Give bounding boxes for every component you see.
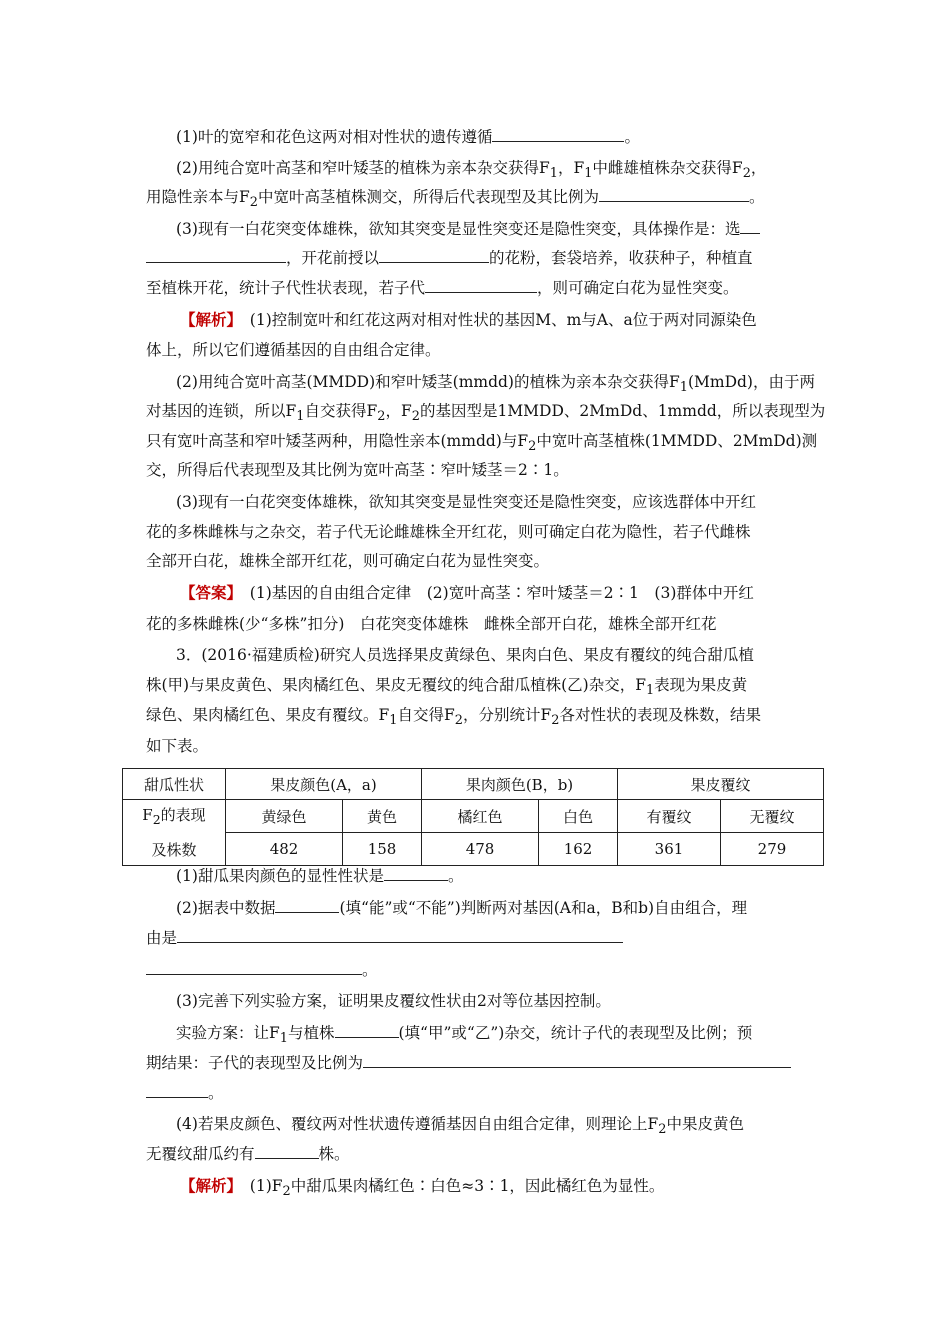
answer-blank — [335, 1023, 399, 1038]
sub-question-3-line-4: 。 — [146, 1083, 224, 1103]
answer-blank — [146, 248, 286, 263]
table-cell: 橘红色 — [422, 800, 539, 833]
analysis-label: 【解析】 — [180, 1176, 235, 1195]
answer-blank — [363, 1053, 791, 1068]
sub-question-2-line-2: 由是 — [146, 928, 623, 948]
analysis-final-line: 【解析】 $(1)F_2$中甜瓜果肉橘红色∶白色≈3∶1，因此橘红色为显性。 — [180, 1176, 665, 1200]
table-cell: 478 — [422, 833, 539, 866]
table-row — [123, 833, 824, 866]
question-2-part-3-line-1: (3)现有一白花突变体雄株，欲知其突变是显性突变还是隐性突变，具体操作是：选 — [176, 219, 760, 239]
sub-question-2-line-1: (2)据表中数据 (填“能”或“不能”)判断两对基因(A和a，B和b)自由组合，理 — [176, 899, 748, 917]
question-3-line-3: 绿色、果肉橘红色、果皮有覆纹。$F_1$自交得$F_2$，分别统计$F_2$各对性状的表现及株数，结果 — [146, 706, 761, 729]
analysis-line-2: 体上，所以它们遵循基因的自由组合定律。 — [146, 341, 441, 359]
analysis-3-line-3: 全部开白花，雄株全部开红花，则可确定白花为显性突变。 — [146, 552, 550, 570]
question-2-part-1: (1)叶的宽窄和花色这两对相对性状的遗传遵循 。 — [176, 128, 640, 146]
sub-question-3-line-1: (3)完善下列实验方案，证明果皮覆纹性状由2对等位基因控制。 — [176, 992, 611, 1010]
table-cell: 白色 — [539, 800, 618, 833]
answer-blank — [492, 127, 624, 142]
analysis-3-line-1: (3)现有一白花突变体雄株，欲知其突变是显性突变还是隐性突变，应该选群体中开红 — [176, 493, 756, 511]
analysis-2-line-3: 只有宽叶高茎和窄叶矮茎两种，用隐性亲本(mmdd)与$F_2$中宽叶高茎植株(1MMDD、2MmDd)测 — [146, 432, 818, 455]
table-cell: 黄绿色 — [226, 800, 343, 833]
answer-label: 【答案】 — [180, 583, 235, 602]
answer-blank — [177, 928, 623, 943]
analysis-2-line-4: 交，所得后代表现型及其比例为宽叶高茎∶窄叶矮茎＝2∶1。 — [146, 461, 569, 479]
table-cell: 482 — [226, 833, 343, 866]
answer-blank — [379, 248, 489, 263]
analysis-2-line-1: (2)用纯合宽叶高茎(MMDD)和窄叶矮茎(mmdd)的植株为亲本杂交获得$F_1(MmDd)$，由于两 — [176, 373, 815, 396]
table-cell: 162 — [539, 833, 618, 866]
table-cell: 361 — [618, 833, 721, 866]
question-2-part-3-line-3: 至植株开花，统计子代性状表现，若子代 ，则可确定白花为显性突变。 — [146, 279, 739, 297]
table-cell: 无覆纹 — [721, 800, 824, 833]
answer-line-1: 【答案】 (1)基因的自由组合定律 (2)宽叶高茎∶窄叶矮茎＝2∶1 (3)群体中开红 — [180, 583, 754, 602]
answer-blank — [275, 898, 339, 913]
table-row-label: $F_2$的表现 及株数 — [123, 800, 226, 866]
sub-question-4-line-1: (4)若果皮颜色、覆纹两对性状遗传遵循基因自由组合定律，则理论上$F_2$中果皮黄色 — [176, 1115, 744, 1138]
table-cell: 158 — [343, 833, 422, 866]
question-2-part-2-line-2: 用隐性亲本与$F_2$中宽叶高茎植株测交，所得后代表现型及其比例为 。 — [146, 188, 765, 211]
question-3-line-2: 株(甲)与果皮黄色、果肉橘红色、果皮无覆纹的纯合甜瓜植株(乙)杂交，$F_1$表现为果皮黄 — [146, 676, 748, 699]
answer-blank — [146, 1083, 208, 1098]
data-table — [122, 768, 824, 866]
table-cell: 279 — [721, 833, 824, 866]
table-header: 果皮颜色(A，a) — [226, 769, 422, 800]
sub-question-3-line-3: 期结果：子代的表现型及比例为 — [146, 1053, 791, 1073]
analysis-2-line-2: 对基因的连锁，所以$F_1$自交获得$F_2$，$F_2$的基因型是1MMDD、2MmDd、1mmdd，所以表现型为 — [146, 402, 826, 425]
answer-blank — [255, 1144, 319, 1159]
table-header: 果皮覆纹 — [618, 769, 824, 800]
answer-blank — [425, 278, 537, 293]
answer-blank — [599, 187, 749, 202]
answer-blank — [384, 866, 448, 881]
question-2-part-3-line-2: ，开花前授以 的花粉，套袋培养，收获种子，种植直 — [146, 248, 753, 268]
sub-question-1: (1)甜瓜果肉颜色的显性性状是 。 — [176, 867, 464, 885]
answer-line-2: 花的多株雌株(少“多株”扣分) 白花突变体雄株 雌株全部开白花，雄株全部开红花 — [146, 615, 717, 633]
table-cell: 黄色 — [343, 800, 422, 833]
analysis-label: 【解析】 — [180, 310, 235, 329]
table-header-row — [123, 769, 824, 800]
text: (1)叶的宽窄和花色这两对相对性状的遗传遵循 — [176, 128, 493, 146]
table-cell: 有覆纹 — [618, 800, 721, 833]
question-3-line-1: 3．(2016·福建质检)研究人员选择果皮黄绿色、果肉白色、果皮有覆纹的纯合甜瓜植 — [176, 646, 754, 664]
sub-question-4-line-2: 无覆纹甜瓜约有 株。 — [146, 1145, 350, 1163]
table-header: 甜瓜性状 — [123, 769, 226, 800]
analysis-3-line-2: 花的多株雌株与之杂交，若子代无论雌雄株全开红花，则可确定白花为隐性，若子代雌株 — [146, 523, 751, 541]
question-3-line-4: 如下表。 — [146, 737, 209, 755]
sub-question-2-line-3: 。 — [146, 960, 378, 980]
question-2-part-2-line-1: (2)用纯合宽叶高茎和窄叶矮茎的植株为亲本杂交获得$F_1$，$F_1$中雌雄植株杂交获得$F_2$， — [176, 159, 767, 182]
sub-question-3-line-2: 实验方案：让$F_1$与植株 (填“甲”或“乙”)杂交，统计子代的表现型及比例；预 — [176, 1024, 753, 1047]
answer-blank — [740, 219, 760, 234]
table-header: 果肉颜色(B，b) — [422, 769, 618, 800]
table-row — [123, 800, 824, 833]
answer-blank — [146, 960, 362, 975]
analysis-line-1: 【解析】 (1)控制宽叶和红花这两对相对性状的基因M、m与A、a位于两对同源染色 — [180, 310, 757, 329]
